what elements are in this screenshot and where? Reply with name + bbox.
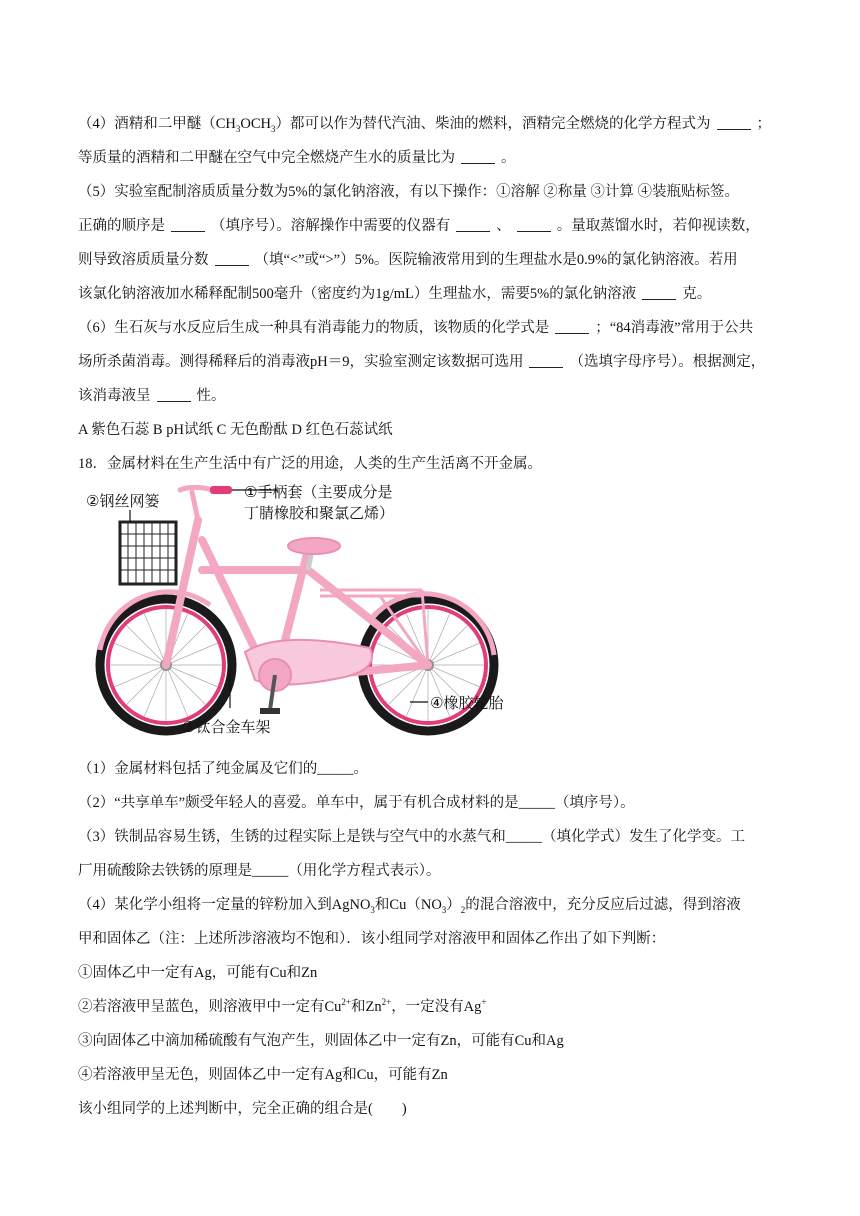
q18-sub3-line1: （3）铁制品容易生锈，生锈的过程实际上是铁与空气中的水蒸气和_____（填化学式）发生了化学变。工 (78, 829, 745, 845)
basket (120, 522, 176, 584)
q6-line3: 该消毒液呈 性。 (78, 388, 226, 404)
answer-blank[interactable] (517, 217, 551, 232)
answer-blank[interactable] (456, 217, 490, 232)
q5-line1: （5）实验室配制溶质质量分数为5%的氯化钠溶液，有以下操作：①溶解 ②称量 ③计算 ④装瓶贴标签。 (78, 184, 739, 200)
q18-sub4-line1: （4）某化学小组将一定量的锌粉加入到AgNO$_3$和$Cu(NO_3)_2$的混合溶液中，充分反应后过滤，得到溶液 (78, 897, 741, 915)
judgment-1: ①固体乙中一定有Ag，可能有Cu和Zn (78, 965, 318, 981)
q4-line2: 等质量的酒精和二甲醚在空气中完全燃烧产生水的质量比为 。 (78, 150, 516, 166)
callout-basket: ②钢丝网篓 (86, 492, 160, 510)
judgment-4: ④若溶液甲呈无色，则固体乙中一定有Ag和Cu，可能有Zn (78, 1067, 448, 1083)
q18-final-question: 该小组同学的上述判断中，完全正确的组合是( ) (78, 1101, 407, 1117)
q18-sub4-line2: 甲和固体乙（注：上述所涉溶液均不饱和）．该小组同学对溶液甲和固体乙作出了如下判断： (78, 931, 666, 947)
callout-handle-grip-line1: ①手柄套（主要成分是 (244, 483, 393, 501)
q6-options: A 紫色石蕊 B pH试纸 C 无色酚酞 D 红色石蕊试纸 (78, 422, 393, 438)
seat (288, 538, 340, 554)
bicycle-figure (80, 480, 520, 742)
callout-handle-grip-line2: 丁腈橡胶和聚氯乙烯） (244, 504, 395, 522)
q6-line2: 场所杀菌消毒。测得稀释后的消毒液pH＝9，实验室测定该数据可选用 （选填字母序号）。根据测定， (78, 354, 766, 370)
q18-sub3-line2: 厂用硫酸除去铁锈的原理是_____（用化学方程式表示）。 (78, 863, 441, 879)
judgment-2: ②若溶液甲呈蓝色，则溶液甲中一定有$Cu^{2+}$和$Zn^{2+}$，一定没有Ag+ (78, 997, 487, 1015)
q18-stem: 18．金属材料在生产生活中有广泛的用途，人类的生产生活离不开金属。 (78, 456, 542, 472)
q5-line3: 则导致溶质质量分数 （填“<”或“>”）5%。医院输液常用到的生理盐水是0.9%的氯化钠溶液。若用 (78, 252, 738, 268)
q18-sub1: （1）金属材料包括了纯金属及它们的_____。 (78, 761, 368, 777)
q4-line1: （4）酒精和二甲醚$(CH_3OCH_3)$都可以作为替代汽油、柴油的燃料，酒精完全燃烧的化学方程式为 ； (78, 116, 772, 134)
answer-blank[interactable] (215, 251, 249, 266)
q18-sub2: （2）“共享单车”颇受年轻人的喜爱。单车中，属于有机合成材料的是_____（填序号）。 (78, 795, 635, 811)
answer-blank[interactable] (717, 115, 751, 130)
answer-blank[interactable] (529, 353, 563, 368)
callout-frame: ③钛合金车架 (182, 718, 271, 736)
q6-line1: （6）生石灰与水反应后生成一种具有消毒能力的物质，该物质的化学式是 ；“84消毒液”常用于公共 (78, 320, 754, 336)
q5-line4: 该氯化钠溶液加水稀释配制500毫升（密度约为1g/mL）生理盐水，需要5%的氯化钠溶液 克。 (78, 286, 712, 302)
handle-grip (210, 486, 232, 494)
answer-blank[interactable] (157, 387, 191, 402)
answer-blank[interactable] (171, 217, 205, 232)
callout-tire: ④橡胶轮胎 (430, 694, 504, 712)
answer-blank[interactable] (461, 149, 495, 164)
judgment-3: ③向固体乙中滴加稀硫酸有气泡产生，则固体乙中一定有Zn，可能有Cu和Ag (78, 1033, 564, 1049)
answer-blank[interactable] (642, 285, 676, 300)
q5-line2: 正确的顺序是 （填序号）。溶解操作中需要的仪器有 、 。量取蒸馏水时，若仰视读数， (78, 218, 760, 234)
answer-blank[interactable] (555, 319, 589, 334)
